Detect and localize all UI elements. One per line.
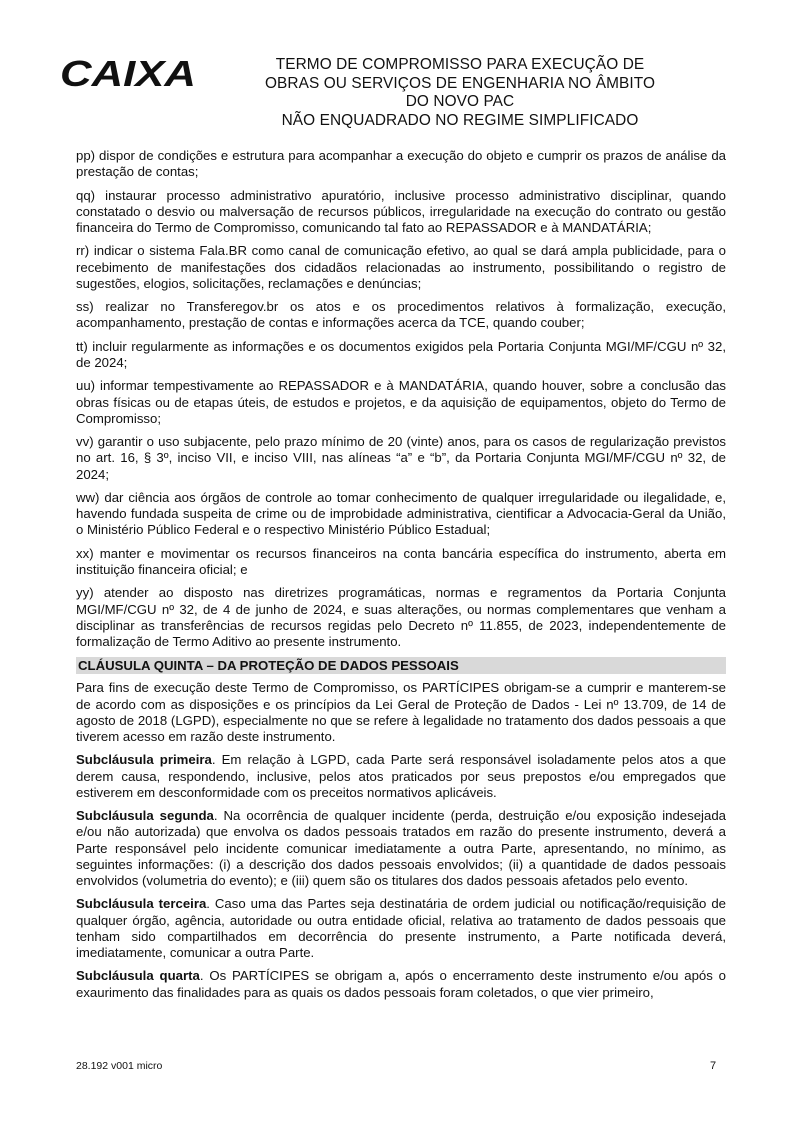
item-pp: pp) dispor de condições e estrutura para acompanhar a execução do objeto e cumprir os prazos de análise da prestação de contas; <box>76 148 726 180</box>
title-line: NÃO ENQUADRADO NO REGIME SIMPLIFICADO <box>281 111 639 129</box>
item-ss: ss) realizar no Transferegov.br os atos e os procedimentos relativos à formalização, execução, acompanhamento, prestação de contas e informações acerca da TCE, quando couber; <box>76 299 726 331</box>
item-vv: vv) garantir o uso subjacente, pelo prazo mínimo de 20 (vinte) anos, para os casos de regularização previstos no art. 16, § 3º, inciso VII, e inciso VIII, nas alíneas “a” e “b”, da Portaria Conjunta MGI/MF/CGU nº 32, de 2024; <box>76 434 726 482</box>
subclause-title: Subcláusula segunda <box>76 808 214 824</box>
subclause-title: Subcláusula terceira <box>76 896 207 912</box>
subclause-third <box>76 896 726 961</box>
title-line: DO NOVO PAC <box>405 93 515 110</box>
item-qq: qq) instaurar processo administrativo apuratório, inclusive processo administrativo disciplinar, quando constatado o desvio ou malversação de recursos públicos, irregularidade na execução do contrato ou gestão financeira do Termo de Compromisso, comunicando tal fato ao REPASSADOR e à MANDATÁRIA; <box>76 187 726 235</box>
subclause-title: Subcláusula primeira <box>76 752 212 768</box>
footer-doc-code: 28.192 v001 micro <box>76 1060 163 1072</box>
subclause-second <box>76 808 726 889</box>
item-yy: yy) atender ao disposto nas diretrizes programáticas, normas e regramentos da Portaria Conjunta MGI/MF/CGU nº 32, de 4 de junho de 2024, e suas alterações, ou normas complementares que venham a disciplinar as transferências de recursos regidas pelo Decreto nº 11.855, de 2023, independentemente de formalização de Termo Aditivo ao presente instrumento. <box>76 585 726 649</box>
svg-text:CAIXA: CAIXA <box>60 56 196 90</box>
subclause-text: . Os PARTÍCIPES se obrigam a, após o encerramento deste instrumento e/ou após o exaurimento das finalidades para as quais os dados pessoais foram coletados, o que vier primeiro, <box>76 968 726 1000</box>
page-header <box>0 0 800 145</box>
subclause-text: . Caso uma das Partes seja destinatária de ordem judicial ou notificação/requisição de qualquer órgão, agência, autoridade ou outra entidade oficial, relativa ao tratamento de dados pessoais que tenham sido compartilhados em decorrência do presente instrumento, a Parte notificada deverá, imediatamente, comunicar a outra Parte. <box>76 896 726 960</box>
clause-heading: CLÁUSULA QUINTA – DA PROTEÇÃO DE DADOS PESSOAIS <box>76 657 726 674</box>
subclause-first <box>76 752 726 801</box>
title-line: OBRAS OU SERVIÇOS DE ENGENHARIA NO ÂMBITO <box>264 74 656 92</box>
title-line: TERMO DE COMPROMISSO PARA EXECUÇÃO DE <box>275 56 645 73</box>
page-number: 7 <box>710 1060 717 1072</box>
subclause-fourth <box>76 968 726 1000</box>
subclause-title: Subcláusula quarta <box>76 968 200 984</box>
item-rr: rr) indicar o sistema Fala.BR como canal de comunicação efetivo, ao qual se dará ampla publicidade, para o recebimento de manifestações dos cidadãos relacionadas ao instrumento, possibilitando o registro de sugestões, elogios, solicitações, reclamações e denúncias; <box>76 243 726 291</box>
caixa-logo <box>60 56 198 90</box>
subclause-text: . Na ocorrência de qualquer incidente (perda, destruição e/ou exposição indesejada e/ou não autorizada) que envolva os dados pessoais tratados em razão do presente instrumento, deverá a Parte responsável pelo incidente comunicar imediatamente a outra Parte, apresentando, no mínimo, as seguintes informações: (i) a descrição dos dados pessoais envolvidos; (ii) a quantidade de dados pessoais envolvidos (volumetria do evento); e (iii) quem são os titulares dos dados pessoais afetados pelo evento. <box>76 808 726 888</box>
item-xx: xx) manter e movimentar os recursos financeiros na conta bancária específica do instrumento, aberta em instituição financeira oficial; e <box>76 545 726 577</box>
document-body <box>76 148 726 1008</box>
clause-intro: Para fins de execução deste Termo de Compromisso, os PARTÍCIPES obrigam-se a cumprir e manterem-se de acordo com as disposições e os princípios da Lei Geral de Proteção de Dados - Lei nº 13.709, de 14 de agosto de 2018 (LGPD), especialmente no que se refere à legalidade no tratamento dos dados pessoais a que tiverem acesso em razão deste instrumento. <box>76 680 726 744</box>
item-uu: uu) informar tempestivamente ao REPASSADOR e à MANDATÁRIA, quando houver, sobre a conclusão das obras físicas ou de etapas úteis, de estudos e projetos, e da aquisição de equipamentos, objeto do Termo de Compromisso; <box>76 378 726 426</box>
item-tt: tt) incluir regularmente as informações e os documentos exigidos pela Portaria Conjunta MGI/MF/CGU nº 32, de 2024; <box>76 338 726 370</box>
document-title <box>215 56 705 130</box>
subclause-text: . Em relação à LGPD, cada Parte será responsável isoladamente pelos atos a que derem causa, respondendo, inclusive, pelos atos praticados por seus prepostos e/ou empregados que estiverem em desconformidade com os preceitos normativos aplicáveis. <box>76 752 726 800</box>
item-ww: ww) dar ciência aos órgãos de controle ao tomar conhecimento de qualquer irregularidade ou ilegalidade, e, havendo fundada suspeita de crime ou de improbidade administrativa, cientificar a Advocacia-Geral da União, o Ministério Público Federal e o respectivo Ministério Público Estadual; <box>76 489 726 538</box>
